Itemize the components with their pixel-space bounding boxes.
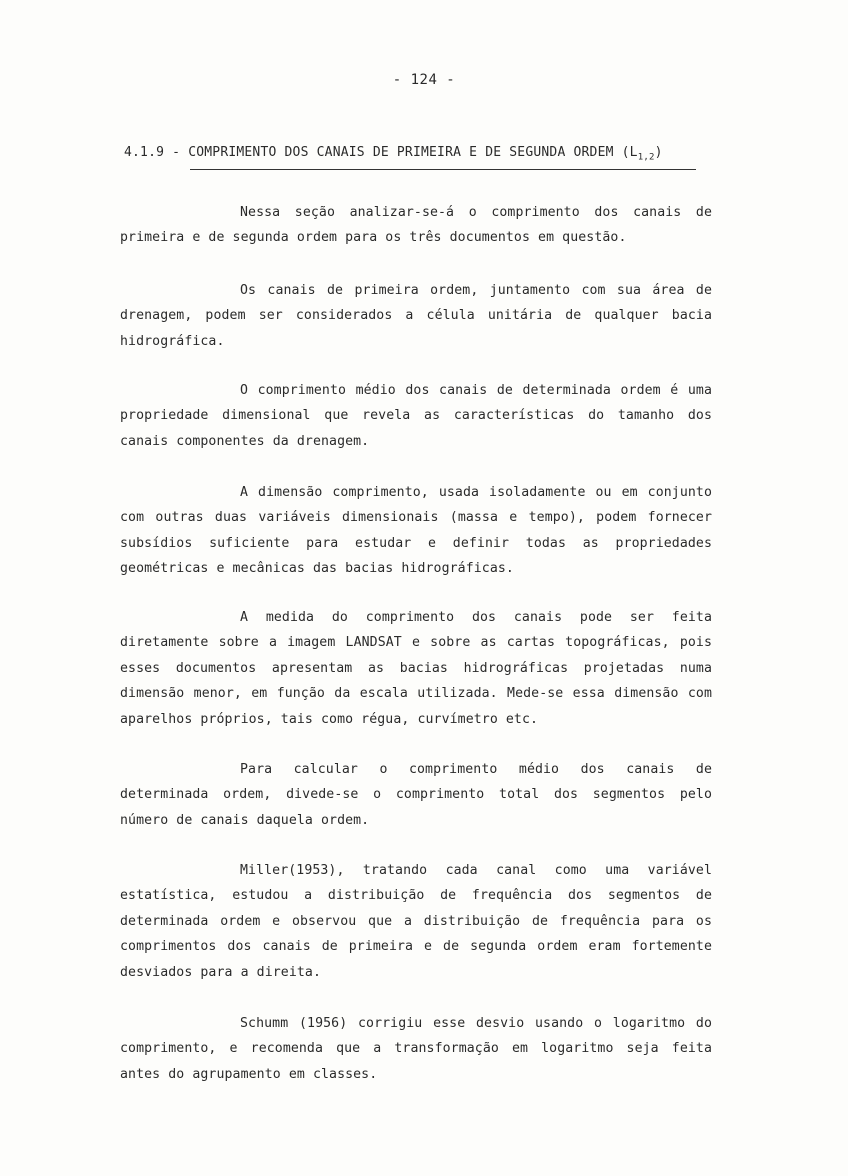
paragraph-4: [120, 480, 712, 582]
paragraph-8-text: Schumm (1956) corrigiu esse desvio usando o logaritmo do comprimento, e recomenda que a transformação em logaritmo seja feita antes do agrupamento em classes.: [120, 1016, 712, 1082]
paragraph-7-text: Miller(1953), tratando cada canal como uma variável estatística, estudou a distribuição de frequência dos segmentos de determinada ordem e observou que a distribuição de frequência para os comprimentos dos canais de primeira e de segunda ordem eram fortemente desviados para a direita.: [120, 863, 712, 980]
paragraph-7: [120, 858, 712, 985]
paragraph-8: [120, 1011, 712, 1087]
paragraph-2-text: Os canais de primeira ordem, juntamento com sua área de drenagem, podem ser considerados a célula unitária de qualquer bacia hidrográfica.: [120, 283, 712, 349]
paragraph-3: [120, 378, 712, 454]
paragraph-3-text: O comprimento médio dos canais de determinada ordem é uma propriedade dimensional que revela as características do tamanho dos canais componentes da drenagem.: [120, 383, 712, 449]
section-heading-close: ): [654, 145, 663, 160]
paragraph-1: [120, 200, 712, 251]
paragraph-5: [120, 605, 712, 732]
section-heading: [124, 145, 663, 163]
paragraph-6-text: Para calcular o comprimento médio dos canais de determinada ordem, divede-se o comprimento total dos segmentos pelo número de canais daquela ordem.: [120, 762, 712, 828]
paragraph-4-text: A dimensão comprimento, usada isoladamente ou em conjunto com outras duas variáveis dimensionais (massa e tempo), podem fornecer subsídios suficiente para estudar e definir todas as propriedades geométricas e mecânicas das bacias hidrográficas.: [120, 485, 712, 577]
paragraph-1-text: Nessa seção analizar-se-á o comprimento dos canais de primeira e de segunda ordem para os três documentos em questão.: [120, 205, 712, 246]
paragraph-5-text: A medida do comprimento dos canais pode ser feita diretamente sobre a imagem LANDSAT e sobre as cartas topográficas, pois esses documentos apresentam as bacias hidrográficas projetadas numa dimensão menor, em função da escala utilizada. Mede-se essa dimensão com aparelhos próprios, tais como régua, curvímetro etc.: [120, 610, 712, 727]
section-heading-subscript: 1,2: [637, 152, 655, 163]
page-number: - 124 -: [392, 72, 456, 88]
paragraph-6: [120, 757, 712, 833]
paragraph-2: [120, 278, 712, 354]
heading-underline: [190, 169, 696, 170]
section-heading-text: 4.1.9 - COMPRIMENTO DOS CANAIS DE PRIMEIRA E DE SEGUNDA ORDEM (L: [124, 145, 638, 160]
